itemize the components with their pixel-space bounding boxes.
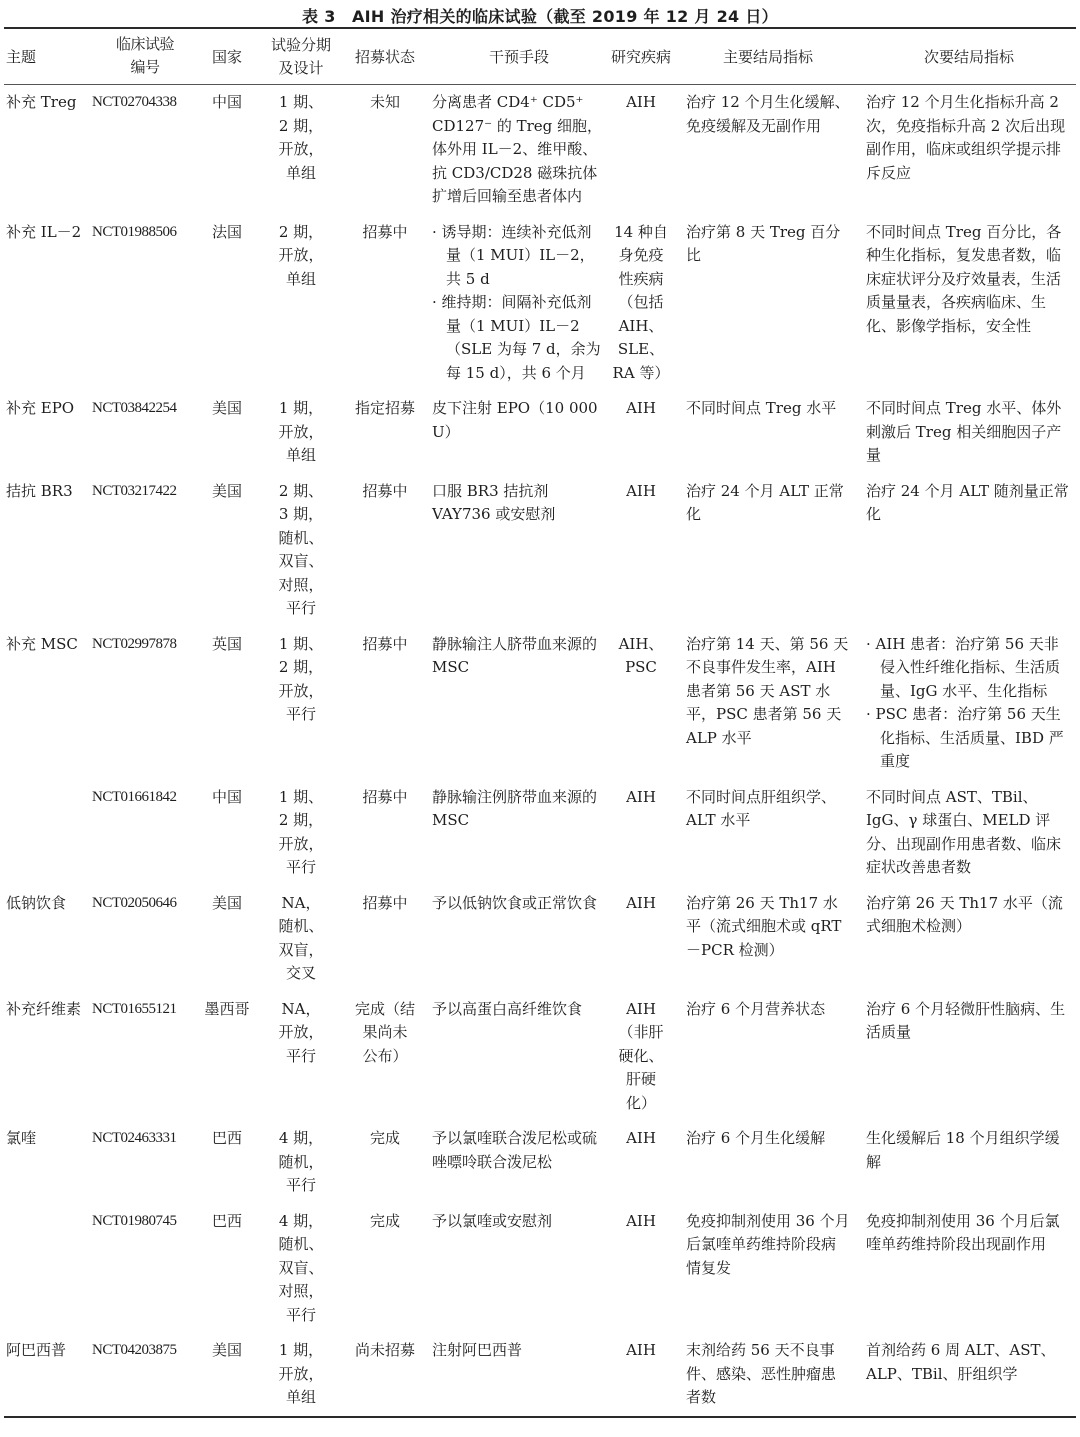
cell-topic: 补充 Treg <box>6 93 77 111</box>
cell-secondary-outcome: 治疗 12 个月生化指标升高 2 次，免疫指标升高 2 次后出现副作用，临床或组织学提示排斥反应 <box>866 93 1066 182</box>
table-row <box>4 780 1076 886</box>
header-primary-outcome: 主要结局指标 <box>676 28 858 85</box>
cell-trial-id: NCT03842254 <box>92 400 177 416</box>
cell-primary-outcome: 治疗 6 个月生化缓解 <box>686 1129 826 1147</box>
cell-primary-outcome: 免疫抑制剂使用 36 个月后氯喹单药维持阶段病情复发 <box>686 1211 850 1277</box>
cell-primary-outcome: 治疗第 14 天、第 56 天不良事件发生率，AIH 患者第 56 天 AST 水平，PSC 患者第 56 天 ALP 水平 <box>686 634 849 747</box>
cell-topic: 补充 EPO <box>6 399 75 417</box>
cell-country: 英国 <box>211 634 242 653</box>
header-trial-id: 临床试验 编号 <box>86 28 198 85</box>
cell-primary-outcome: 治疗第 26 天 Th17 水平（流式细胞术或 qRT－PCR 检测） <box>686 893 842 959</box>
cell-country: 美国 <box>211 893 242 912</box>
cell-secondary-outcome: 不同时间点 Treg 百分比，各种生化指标，复发患者数，临床症状评分及疗效量表，生活质量量表，各疾病临床、生化、影像学指标，安全性 <box>866 222 1062 335</box>
cell-disease: 14 种自 身免疫 性疾病 （包括 AIH、 SLE、 RA 等） <box>612 222 670 382</box>
cell-country: 巴西 <box>211 1129 242 1147</box>
cell-country: 美国 <box>211 1341 242 1359</box>
cell-phase-design: 1 期， 开放， 单组 <box>278 399 324 464</box>
cell-disease: AIH <box>626 1341 656 1359</box>
cell-disease: AIH <box>626 399 656 417</box>
clinical-trials-table <box>4 27 1076 1418</box>
cell-secondary-outcome: 治疗 6 个月轻微肝性脑病、生活质量 <box>866 999 1066 1041</box>
cell-trial-id: NCT01655121 <box>92 1000 177 1017</box>
header-phase-design: 试验分期 及设计 <box>256 28 346 85</box>
cell-intervention: · 诱导期：连续补充低剂量（1 MUI）IL－2，共 5 d · 维持期：间隔补充低剂量（1 MUI）IL－2（SLE 为每 7 d，余为每 15 d），共 6 个月 <box>432 222 601 382</box>
cell-phase-design: 2 期， 开放， 单组 <box>278 222 324 288</box>
cell-phase-design: 1 期、 2 期， 开放， 平行 <box>278 634 324 723</box>
cell-trial-id: NCT02997878 <box>92 635 177 652</box>
table-row <box>4 85 1076 215</box>
header-country: 国家 <box>198 28 256 85</box>
cell-phase-design: 4 期， 随机、 双盲、 对照， 平行 <box>278 1211 324 1324</box>
cell-status: 招募中 <box>362 787 408 806</box>
header-disease: 研究疾病 <box>606 28 676 85</box>
cell-trial-id: NCT01661842 <box>92 788 177 805</box>
cell-status: 完成 <box>369 1211 400 1230</box>
cell-secondary-outcome: · AIH 患者：治疗第 56 天非侵入性纤维化指标、生活质量、IgG 水平、生化指标 · PSC 患者：治疗第 56 天生化指标、生活质量、IBD 严重度 <box>866 634 1064 770</box>
cell-status: 招募中 <box>362 222 408 241</box>
cell-topic: 低钠饮食 <box>6 893 67 912</box>
cell-disease: AIH <box>626 1129 656 1147</box>
table-row <box>4 215 1076 392</box>
cell-phase-design: NA， 开放， 平行 <box>278 999 324 1065</box>
cell-phase-design: 1 期、 2 期， 开放， 单组 <box>278 93 324 182</box>
table-row <box>4 886 1076 992</box>
cell-intervention: 皮下注射 EPO（10 000 U） <box>432 399 598 441</box>
cell-trial-id: NCT04203875 <box>92 1342 177 1358</box>
table-row <box>4 391 1076 474</box>
cell-status: 完成（结 果尚未 公布） <box>354 999 415 1065</box>
cell-intervention: 静脉输注例脐带血来源的 MSC <box>432 787 598 829</box>
cell-status: 指定招募 <box>354 399 415 417</box>
header-intervention: 干预手段 <box>424 28 606 85</box>
cell-trial-id: NCT02050646 <box>92 894 177 911</box>
cell-primary-outcome: 治疗第 8 天 Treg 百分比 <box>686 222 841 264</box>
cell-primary-outcome: 治疗 24 个月 ALT 正常化 <box>686 481 844 523</box>
cell-primary-outcome: 末剂给药 56 天不良事件、感染、恶性肿瘤患者数 <box>686 1341 837 1406</box>
header-status: 招募状态 <box>346 28 424 85</box>
cell-secondary-outcome: 治疗 24 个月 ALT 随剂量正常化 <box>866 481 1069 523</box>
cell-intervention: 予以氯喹或安慰剂 <box>432 1211 553 1230</box>
cell-secondary-outcome: 治疗第 26 天 Th17 水平（流式细胞术检测） <box>866 893 1063 935</box>
cell-disease: AIH （非肝 硬化、 肝硬 化） <box>618 999 664 1112</box>
cell-trial-id: NCT02704338 <box>92 94 177 110</box>
cell-status: 尚未招募 <box>354 1341 415 1359</box>
cell-phase-design: 2 期、 3 期， 随机、 双盲、 对照， 平行 <box>278 481 324 617</box>
cell-topic: 拮抗 BR3 <box>6 481 73 500</box>
cell-topic <box>4 1204 86 1334</box>
cell-primary-outcome: 治疗 12 个月生化缓解、免疫缓解及无副作用 <box>686 93 850 135</box>
cell-topic: 氯喹 <box>6 1129 37 1147</box>
cell-trial-id: NCT02463331 <box>92 1130 177 1146</box>
cell-topic: 阿巴西普 <box>6 1341 67 1359</box>
cell-secondary-outcome: 生化缓解后 18 个月组织学缓解 <box>866 1129 1060 1171</box>
cell-phase-design: 1 期， 开放， 单组 <box>278 1341 324 1406</box>
cell-primary-outcome: 治疗 6 个月营养状态 <box>686 999 826 1018</box>
cell-intervention: 分离患者 CD4⁺ CD5⁺ CD127⁻ 的 Treg 细胞，体外用 IL－2、维甲酸、抗 CD3/CD28 磁珠抗体扩增后回输至患者体内 <box>432 93 603 205</box>
cell-secondary-outcome: 不同时间点 Treg 水平、体外刺激后 Treg 相关细胞因子产量 <box>866 399 1062 464</box>
cell-intervention: 予以氯喹联合泼尼松或硫唑嘌呤联合泼尼松 <box>432 1129 598 1171</box>
cell-secondary-outcome: 免疫抑制剂使用 36 个月后氯喹单药维持阶段出现副作用 <box>866 1211 1060 1253</box>
cell-trial-id: NCT01988506 <box>92 223 177 240</box>
cell-status: 招募中 <box>362 481 408 500</box>
cell-topic: 补充 MSC <box>6 634 78 653</box>
cell-country: 中国 <box>211 93 242 111</box>
cell-status: 完成 <box>369 1129 400 1147</box>
cell-country: 美国 <box>211 481 242 500</box>
header-topic: 主题 <box>4 28 86 85</box>
cell-country: 墨西哥 <box>204 999 250 1018</box>
cell-disease: AIH <box>626 1211 656 1230</box>
cell-disease: AIH <box>626 481 656 500</box>
cell-secondary-outcome: 不同时间点 AST、TBil、IgG、γ 球蛋白、MELD 评分、出现副作用患者数、临床症状改善患者数 <box>866 787 1062 876</box>
cell-phase-design: NA， 随机、 双盲， 交叉 <box>278 893 324 982</box>
cell-disease: AIH、PSC <box>618 634 664 676</box>
cell-phase-design: 1 期、 2 期， 开放， 平行 <box>278 787 324 876</box>
table-caption: 表 3 AIH 治疗相关的临床试验（截至 2019 年 12 月 24 日） <box>302 7 778 26</box>
cell-disease: AIH <box>626 93 656 111</box>
cell-trial-id: NCT03217422 <box>92 482 177 499</box>
header-secondary-outcome: 次要结局指标 <box>858 28 1076 85</box>
cell-topic: 补充 IL－2 <box>6 222 82 241</box>
cell-disease: AIH <box>626 787 656 806</box>
cell-intervention: 予以低钠饮食或正常饮食 <box>432 893 598 912</box>
cell-topic <box>4 780 86 886</box>
cell-primary-outcome: 不同时间点 Treg 水平 <box>686 399 837 417</box>
cell-intervention: 口服 BR3 拮抗剂 VAY736 或安慰剂 <box>432 481 556 523</box>
cell-country: 中国 <box>211 787 242 806</box>
cell-status: 招募中 <box>362 634 408 653</box>
cell-disease: AIH <box>626 893 656 912</box>
cell-secondary-outcome: 首剂给药 6 周 ALT、AST、ALP、TBil、肝组织学 <box>866 1341 1056 1383</box>
cell-intervention: 静脉输注人脐带血来源的 MSC <box>432 634 598 676</box>
cell-trial-id: NCT01980745 <box>92 1212 177 1229</box>
cell-intervention: 注射阿巴西普 <box>432 1341 523 1359</box>
table-row <box>4 474 1076 627</box>
cell-status: 招募中 <box>362 893 408 912</box>
table-row <box>4 627 1076 780</box>
header-row <box>4 28 1076 85</box>
cell-status: 未知 <box>369 93 400 111</box>
cell-phase-design: 4 期， 随机， 平行 <box>278 1129 324 1194</box>
table-row <box>4 1204 1076 1334</box>
cell-intervention: 予以高蛋白高纤维饮食 <box>432 999 583 1018</box>
table-row <box>4 992 1076 1122</box>
table-row <box>4 1121 1076 1204</box>
cell-country: 美国 <box>211 399 242 417</box>
cell-primary-outcome: 不同时间点肝组织学、ALT 水平 <box>686 787 837 829</box>
cell-topic: 补充纤维素 <box>6 999 82 1018</box>
table-row <box>4 1333 1076 1417</box>
cell-country: 法国 <box>211 222 242 241</box>
cell-country: 巴西 <box>211 1211 242 1230</box>
